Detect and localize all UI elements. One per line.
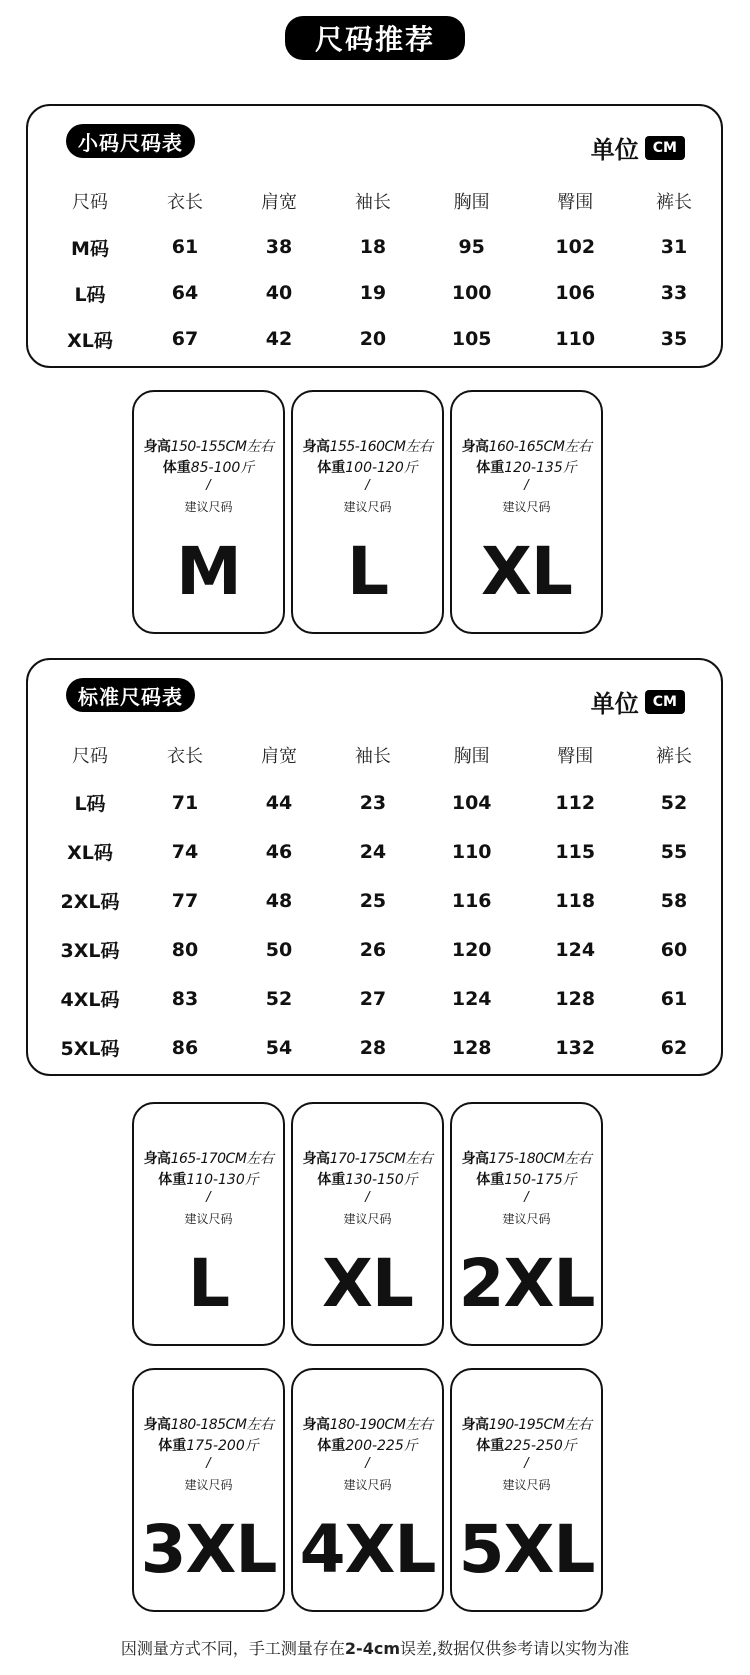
recommend-hint: 建议尺码 (343, 1212, 392, 1226)
recommend-height: 身高175-180CM左右 (461, 1151, 592, 1167)
table-cell: 64 (171, 282, 199, 304)
table-cell: 104 (451, 791, 492, 814)
footer-note: 因测量方式不同，手工测量存在2-4cm误差,数据仅供参考请以实物为准 (120, 1639, 630, 1658)
recommend-height: 身高155-160CM左右 (302, 439, 433, 455)
recommend-hint: 建议尺码 (502, 1478, 551, 1492)
table-cell: 4XL码 (60, 989, 120, 1011)
recommend-height: 身高180-190CM左右 (302, 1417, 433, 1433)
table-cell: L码 (74, 283, 106, 306)
table-cell: XL码 (67, 329, 113, 352)
small-recommend-row (132, 390, 603, 634)
header-shoulder: 肩宽 (260, 746, 297, 767)
table-cell: 20 (359, 328, 387, 350)
header-hip: 臀围 (557, 746, 594, 767)
table-cell: 3XL码 (60, 940, 120, 962)
table-cell: 132 (555, 1036, 596, 1059)
recommend-divider: / (524, 478, 529, 493)
table-cell: 25 (359, 889, 387, 912)
small-table-badge: 小码尺码表 (66, 124, 195, 158)
unit-badge: CM (645, 136, 685, 160)
table-cell: 42 (265, 328, 293, 350)
header-sleeve: 袖长 (354, 746, 391, 767)
recommend-weight: 体重130-150斤 (317, 1172, 418, 1188)
header-length: 衣长 (166, 746, 203, 767)
unit-label: 单位 (590, 136, 639, 164)
header-pants-length: 裤长 (656, 192, 692, 213)
table-cell: 61 (660, 987, 688, 1010)
recommend-hint: 建议尺码 (502, 1212, 551, 1226)
table-cell: 52 (265, 987, 293, 1010)
table-header-row (28, 178, 721, 224)
header-length: 衣长 (166, 192, 203, 213)
table-row (28, 974, 721, 1023)
table-cell: 24 (359, 840, 387, 863)
table-row (28, 778, 721, 827)
header-sleeve: 袖长 (354, 192, 391, 213)
table-cell: 58 (660, 889, 688, 912)
table-cell: 128 (555, 987, 596, 1010)
recommend-card (291, 1368, 444, 1612)
standard-recommend-row (132, 1102, 603, 1346)
table-cell: 71 (171, 791, 199, 814)
table-cell: 86 (171, 1036, 199, 1059)
recommend-size: 3XL (140, 1511, 277, 1588)
table-cell: 31 (660, 236, 688, 258)
header-size: 尺码 (72, 746, 108, 767)
table-cell: 38 (265, 236, 293, 258)
table-cell: 52 (660, 791, 688, 814)
table-cell: 62 (660, 1036, 688, 1059)
table-cell: 110 (451, 840, 492, 863)
recommend-size: L (187, 1245, 230, 1322)
table-cell: 44 (265, 791, 293, 814)
table-cell: 27 (359, 987, 387, 1010)
recommend-weight: 体重175-200斤 (158, 1438, 259, 1454)
recommend-card (450, 1102, 603, 1346)
table-cell: 110 (555, 328, 596, 350)
table-row (28, 827, 721, 876)
table-cell: 118 (555, 889, 596, 912)
table-cell: 55 (660, 840, 688, 863)
standard-recommend-row (132, 1368, 603, 1612)
recommend-height: 身高190-195CM左右 (461, 1417, 592, 1433)
recommend-card (291, 1102, 444, 1346)
table-cell: 124 (451, 987, 492, 1010)
recommend-divider: / (365, 1190, 370, 1205)
header-size: 尺码 (72, 192, 108, 213)
header-pants-length: 裤长 (656, 746, 692, 767)
header-hip: 臀围 (557, 192, 594, 213)
recommend-divider: / (524, 1456, 529, 1471)
table-cell: 77 (171, 889, 199, 912)
table-cell: 74 (171, 840, 199, 863)
standard-size-table-card (26, 658, 723, 1076)
recommend-weight: 体重150-175斤 (476, 1172, 577, 1188)
unit-indicator (591, 130, 685, 165)
recommend-height: 身高150-155CM左右 (143, 439, 274, 455)
header-chest: 胸围 (453, 192, 490, 213)
header-shoulder: 肩宽 (260, 192, 297, 213)
recommend-hint: 建议尺码 (184, 1212, 233, 1226)
small-size-table (28, 178, 721, 362)
standard-size-table (28, 732, 721, 1072)
table-cell: M码 (71, 237, 109, 260)
recommend-weight: 体重200-225斤 (317, 1438, 418, 1454)
table-cell: 48 (265, 889, 293, 912)
recommend-weight: 体重110-130斤 (158, 1172, 259, 1188)
table-cell: XL码 (67, 842, 113, 864)
recommend-size: 4XL (299, 1511, 436, 1588)
recommend-card (132, 1102, 285, 1346)
table-cell: 95 (458, 236, 485, 258)
table-cell: 26 (359, 938, 387, 961)
table-cell: 115 (555, 840, 596, 863)
recommend-weight: 体重85-100斤 (162, 460, 255, 476)
recommend-divider: / (365, 478, 370, 493)
recommend-card (291, 390, 444, 634)
recommend-divider: / (206, 478, 211, 493)
table-cell: 50 (265, 938, 293, 961)
recommend-divider: / (524, 1190, 529, 1205)
recommend-height: 身高160-165CM左右 (461, 439, 592, 455)
recommend-size: XL (481, 533, 572, 610)
table-header-row (28, 732, 721, 778)
recommend-height: 身高170-175CM左右 (302, 1151, 433, 1167)
table-cell: 83 (171, 987, 199, 1010)
table-row (28, 925, 721, 974)
table-row (28, 876, 721, 925)
recommend-divider: / (206, 1456, 211, 1471)
table-cell: 116 (451, 889, 492, 912)
page-title: 尺码推荐 (285, 16, 465, 60)
table-cell: 124 (555, 938, 596, 961)
header-chest: 胸围 (453, 746, 490, 767)
recommend-size: 2XL (458, 1245, 595, 1322)
table-cell: 80 (171, 938, 199, 961)
table-cell: 23 (359, 791, 387, 814)
table-cell: 106 (555, 282, 596, 304)
recommend-hint: 建议尺码 (343, 1478, 392, 1492)
recommend-card (132, 390, 285, 634)
recommend-size: L (346, 533, 389, 610)
recommend-hint: 建议尺码 (343, 500, 392, 514)
recommend-hint: 建议尺码 (502, 500, 551, 514)
table-cell: 46 (265, 840, 293, 863)
unit-label: 单位 (590, 690, 639, 718)
table-row (28, 224, 721, 270)
recommend-size: M (176, 533, 241, 610)
table-row (28, 316, 721, 362)
recommend-divider: / (365, 1456, 370, 1471)
table-row (28, 1023, 721, 1072)
table-cell: 100 (451, 282, 492, 304)
recommend-weight: 体重120-135斤 (476, 460, 577, 476)
table-cell: 2XL码 (60, 891, 120, 913)
table-cell: 67 (171, 328, 199, 350)
recommend-size: XL (322, 1245, 413, 1322)
standard-table-badge: 标准尺码表 (66, 678, 195, 712)
recommend-card (132, 1368, 285, 1612)
recommend-weight: 体重225-250斤 (476, 1438, 577, 1454)
table-cell: 60 (660, 938, 688, 961)
unit-badge: CM (645, 690, 685, 714)
recommend-divider: / (206, 1190, 211, 1205)
recommend-height: 身高165-170CM左右 (143, 1151, 274, 1167)
table-cell: 128 (451, 1036, 492, 1059)
table-cell: 35 (660, 328, 688, 350)
recommend-weight: 体重100-120斤 (317, 460, 418, 476)
table-cell: 112 (555, 791, 596, 814)
table-cell: 54 (265, 1036, 293, 1059)
table-cell: 33 (660, 282, 688, 304)
small-size-table-card (26, 104, 723, 368)
table-cell: 19 (359, 282, 387, 304)
table-cell: 61 (171, 236, 199, 258)
table-cell: 120 (451, 938, 492, 961)
unit-indicator (591, 684, 685, 719)
table-cell: 102 (555, 236, 596, 258)
table-row (28, 270, 721, 316)
table-cell: 18 (359, 236, 387, 258)
recommend-card (450, 390, 603, 634)
table-cell: 28 (359, 1036, 387, 1059)
recommend-height: 身高180-185CM左右 (143, 1417, 274, 1433)
table-cell: L码 (74, 793, 106, 815)
recommend-card (450, 1368, 603, 1612)
recommend-size: 5XL (458, 1511, 595, 1588)
table-cell: 5XL码 (60, 1038, 120, 1060)
recommend-hint: 建议尺码 (184, 500, 233, 514)
table-cell: 105 (451, 328, 492, 350)
table-cell: 40 (265, 282, 293, 304)
recommend-hint: 建议尺码 (184, 1478, 233, 1492)
